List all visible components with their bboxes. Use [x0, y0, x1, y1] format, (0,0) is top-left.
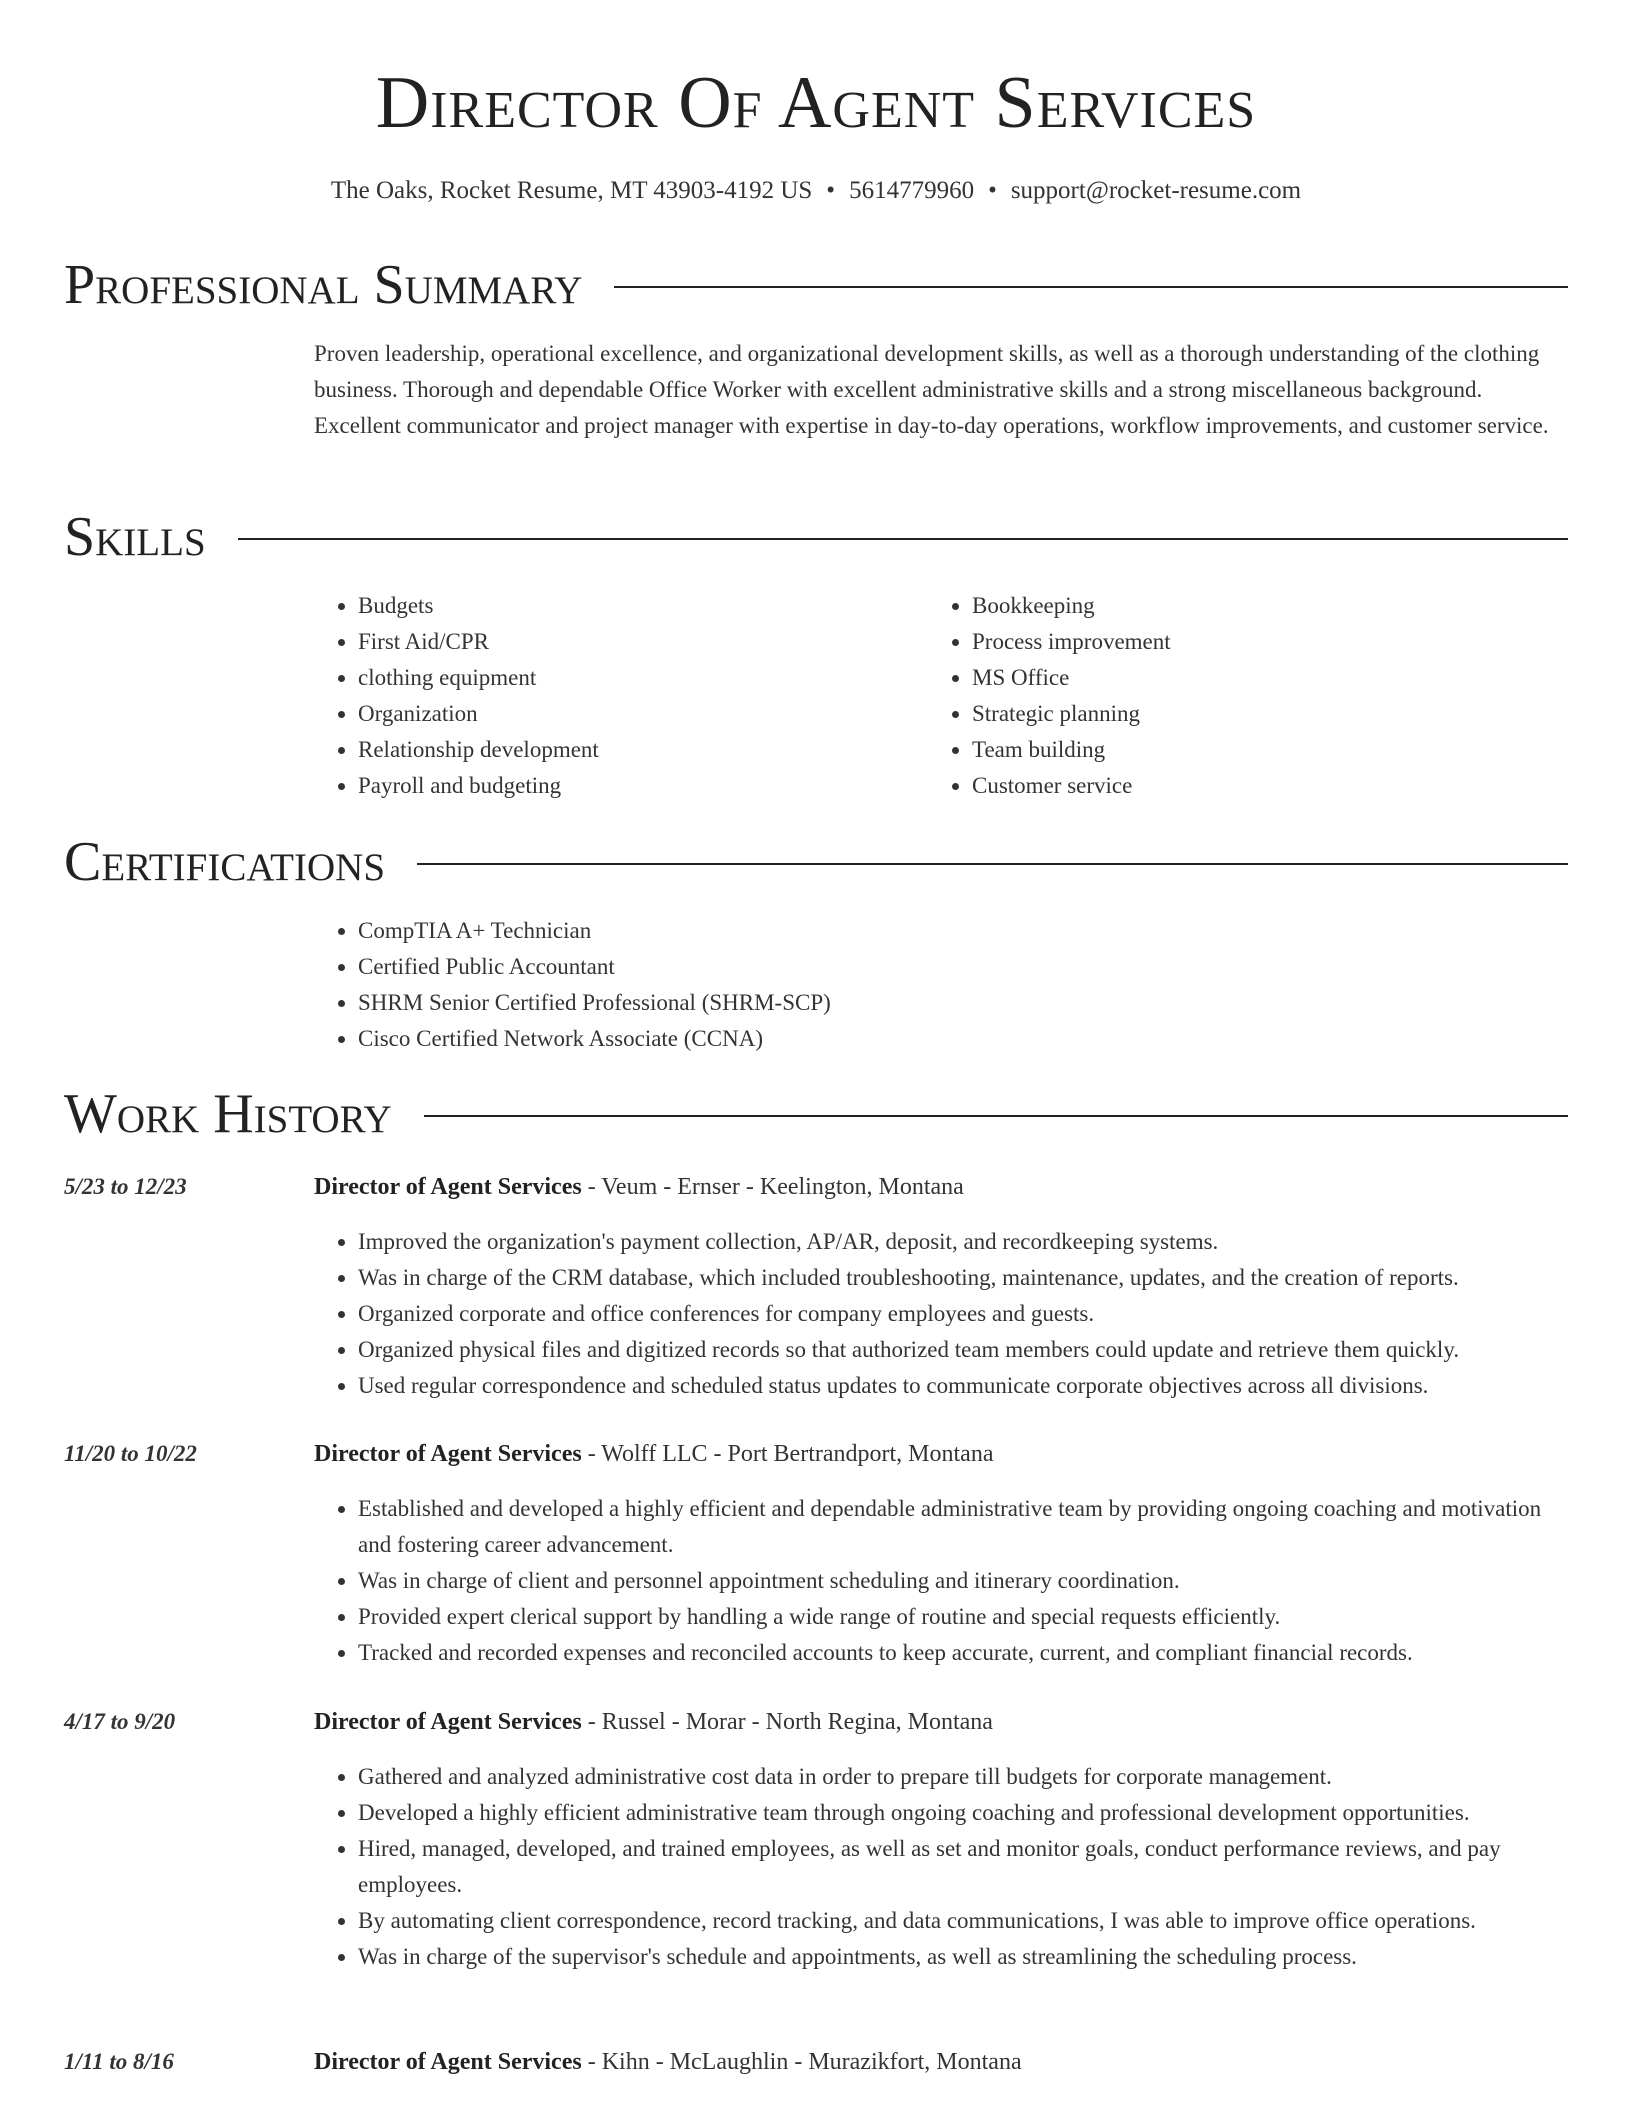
list-item: • Relationship development: [358, 732, 914, 768]
list-item: • By automating client correspondence, record tracking, and data communications, I was able to improve office operations.: [358, 1903, 1574, 1939]
skills-right-column: [928, 588, 1528, 804]
section-heading-summary: [64, 253, 1568, 317]
list-item: • Customer service: [972, 768, 1528, 804]
job-title: Director of Agent Services: [314, 1709, 582, 1735]
job-dates: 11/20 to 10/22: [64, 1441, 197, 1466]
section-title: Skills: [64, 506, 206, 568]
list-item: • Used regular correspondence and scheduled status updates to communicate corporate objectives across all divisions.: [358, 1368, 1574, 1404]
list-item: • Cisco Certified Network Associate (CCNA): [358, 1021, 1566, 1057]
list-item: • Hired, managed, developed, and trained employees, as well as set and monitor goals, conduct performance reviews, and pay employees.: [358, 1831, 1574, 1903]
job-title: Director of Agent Services: [314, 1174, 582, 1200]
section-heading-skills: [64, 505, 1568, 569]
job-dates: 4/17 to 9/20: [64, 1709, 176, 1734]
certifications-block: [314, 913, 1566, 1057]
list-item: • Organization: [358, 696, 914, 732]
list-item: • Process improvement: [972, 624, 1528, 660]
job-heading: [314, 1436, 1566, 1472]
list-item: • Bookkeeping: [972, 588, 1528, 624]
job-duties: [314, 1491, 1574, 1671]
list-item: • SHRM Senior Certified Professional (SHRM-SCP): [358, 985, 1566, 1021]
list-item: • Was in charge of client and personnel appointment scheduling and itinerary coordination.: [358, 1563, 1574, 1599]
divider: [417, 863, 1568, 865]
job-employer: - Veum - Ernser - Keelington, Montana: [581, 1174, 964, 1200]
phone: 5614779960: [849, 177, 975, 204]
job-heading: [314, 2044, 1566, 2080]
job-title: Director of Agent Services: [314, 2049, 582, 2075]
separator: •: [988, 177, 997, 204]
certifications-list: [314, 913, 1566, 1057]
list-item: • Budgets: [358, 588, 914, 624]
job-duties: [314, 1224, 1574, 1404]
resume-title: Director Of Agent Services: [375, 62, 1257, 144]
list-item: • Tracked and recorded expenses and reconciled accounts to keep accurate, current, and compliant financial records.: [358, 1635, 1574, 1671]
list-item: • Was in charge of the CRM database, which included troubleshooting, maintenance, updates, and the creation of reports.: [358, 1260, 1574, 1296]
section-title: Work History: [64, 1083, 392, 1145]
duties-list: [314, 1491, 1574, 1671]
email-link[interactable]: support@rocket-resume.com: [1010, 177, 1302, 204]
job-heading: [314, 1704, 1566, 1740]
list-item: • Developed a highly efficient administrative team through ongoing coaching and professional development opportunities.: [358, 1795, 1574, 1831]
section-heading-work-history: [64, 1082, 1568, 1146]
section-heading-certifications: [64, 830, 1568, 894]
divider: [238, 538, 1568, 540]
separator: •: [826, 177, 836, 204]
job-employer: - Kihn - McLaughlin - Murazikfort, Montana: [581, 2049, 1022, 2075]
list-item: • Strategic planning: [972, 696, 1528, 732]
list-item: • Gathered and analyzed administrative cost data in order to prepare till budgets for corporate management.: [358, 1759, 1574, 1795]
job-duties: [314, 1759, 1574, 1975]
section-title: Certifications: [64, 831, 386, 893]
job-dates: 1/11 to 8/16: [64, 2049, 174, 2074]
skills-list-right: [928, 588, 1528, 804]
skills-list-left: [314, 588, 914, 804]
job-employer: - Wolff LLC - Port Bertrandport, Montana: [581, 1441, 994, 1467]
address: The Oaks, Rocket Resume, MT 43903-4192 US: [330, 177, 813, 204]
list-item: • Organized physical files and digitized records so that authorized team members could update and retrieve them quickly.: [358, 1332, 1574, 1368]
list-item: • clothing equipment: [358, 660, 914, 696]
contact-line: [0, 174, 1632, 208]
job-dates: 5/23 to 12/23: [64, 1174, 187, 1199]
list-item: • Payroll and budgeting: [358, 768, 914, 804]
section-title: Professional Summary: [64, 254, 583, 316]
list-item: • Team building: [972, 732, 1528, 768]
list-item: • Organized corporate and office conferences for company employees and guests.: [358, 1296, 1574, 1332]
list-item: • MS Office: [972, 660, 1528, 696]
divider: [614, 286, 1568, 288]
list-item: • First Aid/CPR: [358, 624, 914, 660]
list-item: • Was in charge of the supervisor's schedule and appointments, as well as streamlining the scheduling process.: [358, 1939, 1574, 1975]
list-item: • Improved the organization's payment collection, AP/AR, deposit, and recordkeeping systems.: [358, 1224, 1574, 1260]
list-item: • Provided expert clerical support by handling a wide range of routine and special requests efficiently.: [358, 1599, 1574, 1635]
duties-list: [314, 1759, 1574, 1975]
summary-text: Proven leadership, operational excellence, and organizational development skills, as well as a thorough understanding of the clothing business. Thorough and dependable Office Worker with excellent administrative skills and a strong miscellaneous background. Excellent communicator and project manager with expertise in day-to-day operations, workflow improvements, and customer service.: [314, 341, 1549, 438]
job-title: Director of Agent Services: [314, 1441, 582, 1467]
list-item: • Established and developed a highly efficient and dependable administrative team by providing ongoing coaching and motivation and fostering career advancement.: [358, 1491, 1574, 1563]
skills-left-column: [314, 588, 914, 804]
job-heading: [314, 1169, 1566, 1205]
list-item: • CompTIA A+ Technician: [358, 913, 1566, 949]
job-employer: - Russel - Morar - North Regina, Montana: [581, 1709, 993, 1735]
duties-list: [314, 1224, 1574, 1404]
list-item: • Certified Public Accountant: [358, 949, 1566, 985]
divider: [424, 1115, 1568, 1117]
